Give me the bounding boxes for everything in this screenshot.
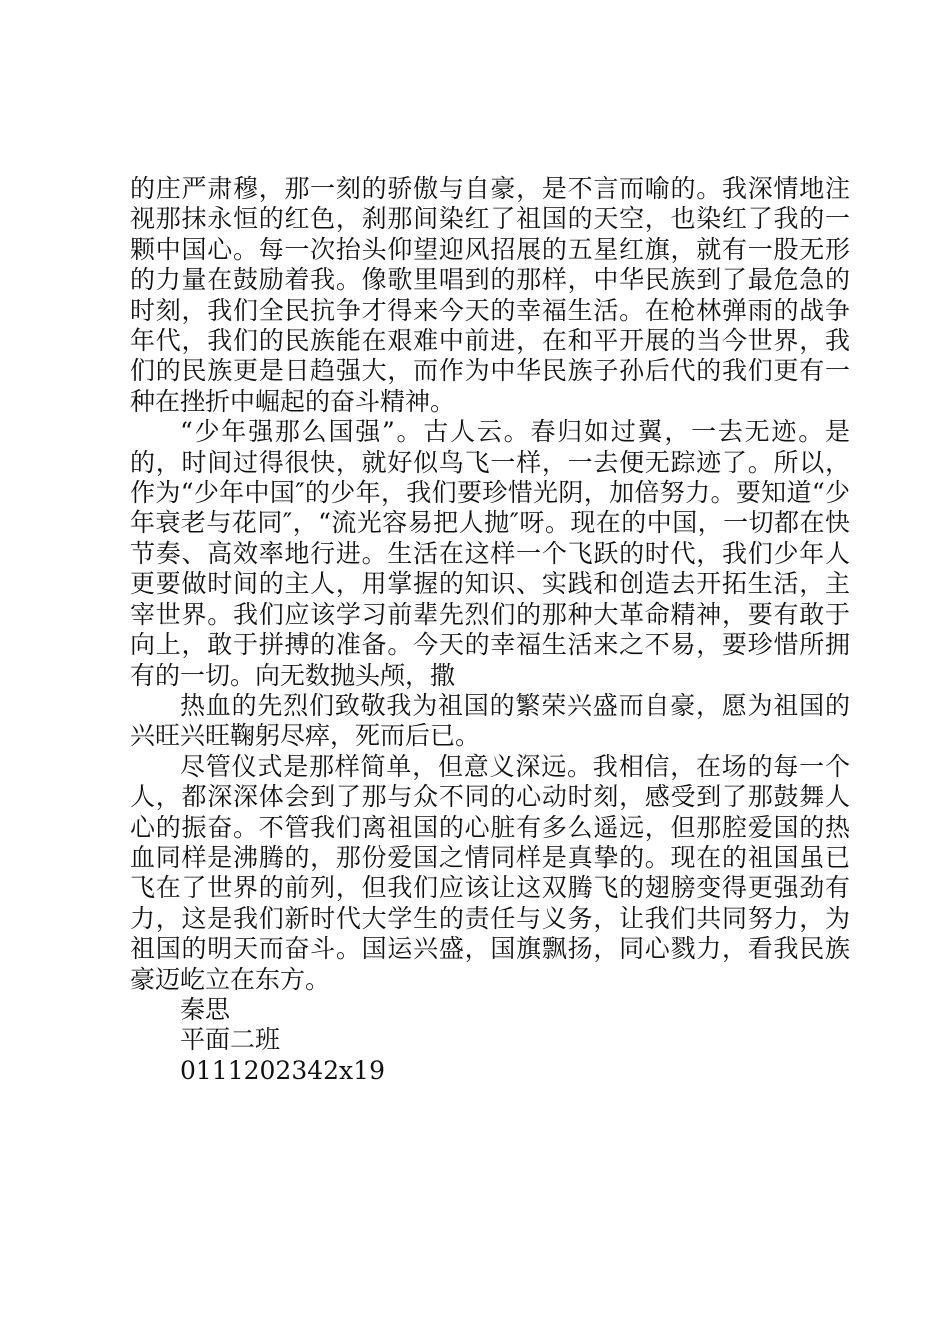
signature-class: 平面二班 bbox=[180, 1025, 281, 1055]
paragraph-1: 的庄严肃穆，那一刻的骄傲与自豪，是不言而喻的。我深情地注视那抹永恒的红色，刹那间染红了祖国的天空，也染红了我的一颗中国心。每一次抬头仰望迎风招展的五星红旗，就有一股无形的力量在鼓励着我。像歌里唱到的那样，中华民族到了最危急的时刻，我们全民抗争才得来今天的幸福生活。在枪林弹雨的战争年代，我们的民族能在艰难中前进，在和平开展的当今世界，我们的民族更是日趋强大，而作为中华民族子孙后代的我们更有一种在挫折中崛起的奋斗精神。 bbox=[130, 174, 850, 416]
document-body bbox=[130, 174, 850, 1086]
signature-name: 秦思 bbox=[180, 994, 231, 1024]
signature-student-id: 0111202342x19 bbox=[180, 1055, 385, 1085]
paragraph-3: 热血的先烈们致敬我为祖国的繁荣兴盛而自豪，愿为祖国的兴旺兴旺鞠躬尽瘁，死而后已。 bbox=[130, 690, 850, 751]
paragraph-2: “少年强那么国强”。古人云。春归如过翼，一去无迹。是的，时间过得很快，就好似鸟飞一样，一去便无踪迹了。所以，作为“少年中国″的少年，我们要珍惜光阴，加倍努力。要知道“少年衰老与花同″，“流光容易把人抛″呀。现在的中国，一切都在快节奏、高效率地行进。生活在这样一个飞跃的时代，我们少年人更要做时间的主人，用掌握的知识、实践和创造去开拓生活，主宰世界。我们应该学习前辈先烈们的那种大革命精神，要有敢于向上，敢于拼搏的准备。今天的幸福生活来之不易，要珍惜所拥有的一切。向无数抛头颅，撒 bbox=[130, 417, 850, 690]
paragraph-4: 尽管仪式是那样简单，但意义深远。我相信，在场的每一个人，都深深体会到了那与众不同的心动时刻，感受到了那鼓舞人心的振奋。不管我们离祖国的心脏有多么遥远，但那腔爱国的热血同样是沸腾的，那份爱国之情同样是真挚的。现在的祖国虽已飞在了世界的前列，但我们应该让这双腾飞的翅膀变得更强劲有力，这是我们新时代大学生的责任与义务，让我们共同努力，为祖国的明天而奋斗。国运兴盛，国旗飘扬，同心戮力，看我民族豪迈屹立在东方。 bbox=[130, 751, 850, 994]
